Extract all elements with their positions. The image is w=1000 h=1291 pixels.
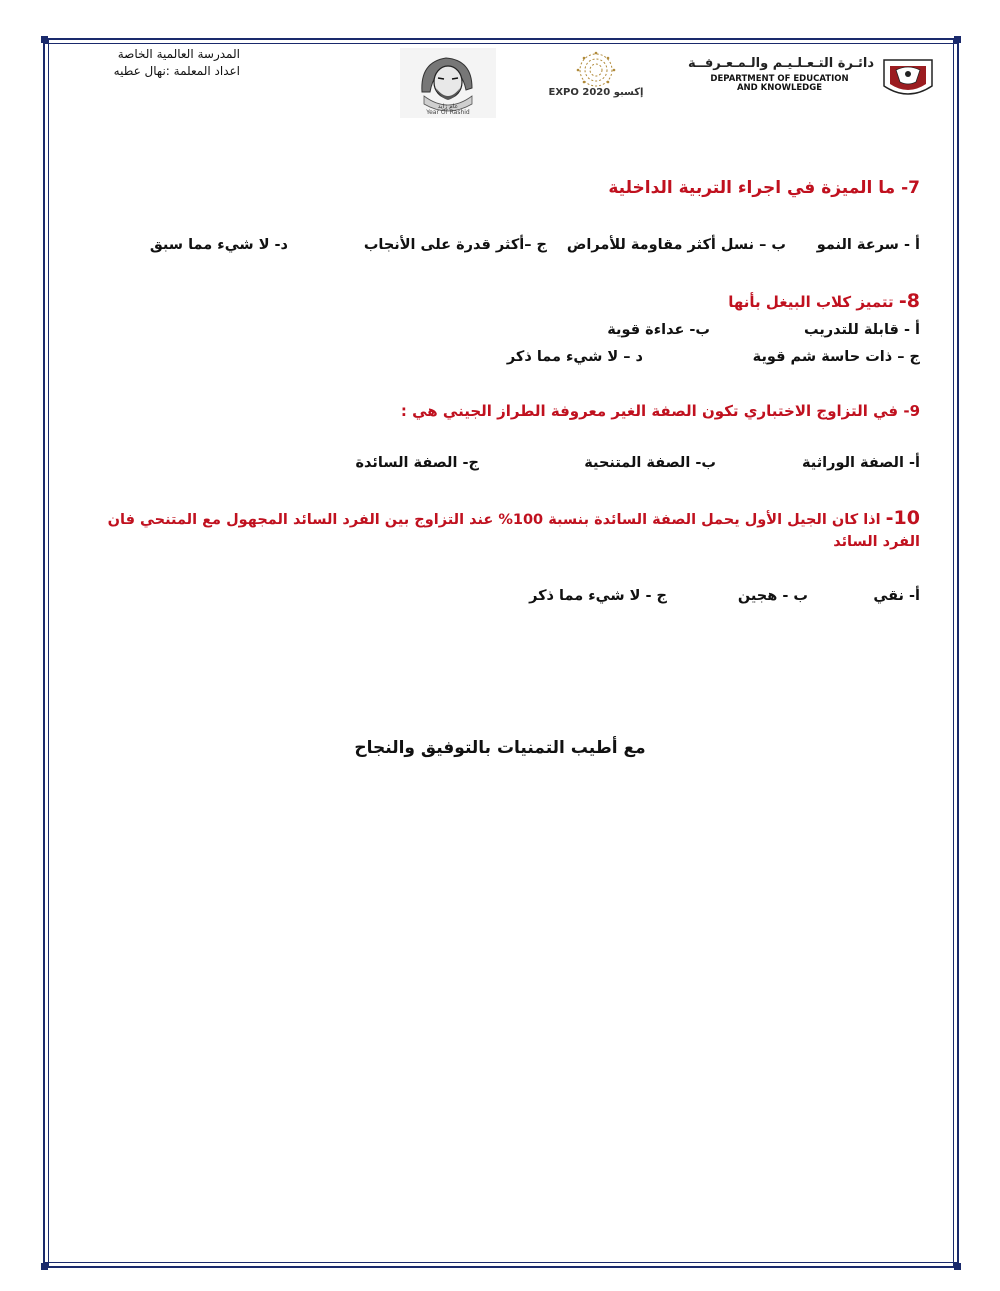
- q8-option-a: أ - قابلة للتدريب: [803, 322, 920, 338]
- q10-option-a: أ- نقي: [873, 588, 920, 604]
- q9-option-a: أ- الصفة الوراثية: [802, 455, 920, 471]
- question-7: 7- ما الميزة في اجراء التربية الداخلية: [608, 178, 920, 198]
- dept-education-logo: [688, 56, 938, 102]
- school-name: المدرسة العالمية الخاصة: [117, 47, 240, 61]
- q10-option-c: ج - لا شيء مما ذكر: [529, 588, 667, 604]
- question-8: [728, 290, 920, 312]
- school-info: [80, 46, 240, 80]
- question-10-number: 10-: [885, 507, 920, 529]
- q8-option-d: د – لا شيء مما ذكر: [506, 349, 643, 365]
- q7-option-d: د- لا شيء مما سبق: [149, 237, 288, 253]
- q8-option-b: ب- عداءة قوية: [607, 322, 710, 338]
- q7-option-c: ج –أكثر قدرة على الأنجاب: [363, 237, 547, 253]
- page-border: [43, 38, 959, 1268]
- closing-wishes: مع أطيب التمنيات بالتوفيق والنجاح: [354, 738, 646, 758]
- q9-option-c: ج- الصفة السائدة: [355, 455, 479, 471]
- expo-2020-logo: [548, 50, 678, 102]
- q8-option-c: ج – ذات حاسة شم قوية: [752, 349, 920, 365]
- teacher-name: اعداد المعلمة :نهال عطيه: [113, 64, 240, 78]
- svg-text:عام زايد: عام زايد: [437, 103, 459, 110]
- dept-name-en: DEPARTMENT OF EDUCATION AND KNOWLEDGE: [710, 74, 849, 93]
- q9-option-b: ب- الصفة المتنحية: [584, 455, 716, 471]
- svg-text:EXPO 2020 إكسبو: EXPO 2020 إكسبو: [548, 87, 644, 98]
- question-10-text: اذا كان الجيل الأول يحمل الصفة السائدة بنسبة 100% عند التزاوج بين الفرد السائد المجهول مع المتنحي فان الفرد السائد: [107, 512, 920, 550]
- year-of-rashid-logo: [400, 48, 496, 118]
- dept-name-ar: دائـرة التـعـلـيـم والـمـعـرفــة: [688, 56, 874, 71]
- q7-option-a: أ - سرعة النمو: [816, 237, 920, 253]
- q7-option-b: ب – نسل أكثر مقاومة للأمراض: [566, 237, 786, 253]
- svg-text:Year Of Rashid: Year Of Rashid: [426, 109, 470, 116]
- falcon-emblem-icon: [878, 56, 938, 102]
- q10-option-b: ب - هجين: [737, 588, 808, 604]
- question-9: 9- في التزاوج الاختباري تكون الصفة الغير معروفة الطراز الجيني هي :: [400, 402, 920, 420]
- question-8-number: 8-: [898, 290, 920, 312]
- question-10: [85, 507, 920, 553]
- question-8-text: تتميز كلاب البيغل بأنها: [728, 293, 894, 311]
